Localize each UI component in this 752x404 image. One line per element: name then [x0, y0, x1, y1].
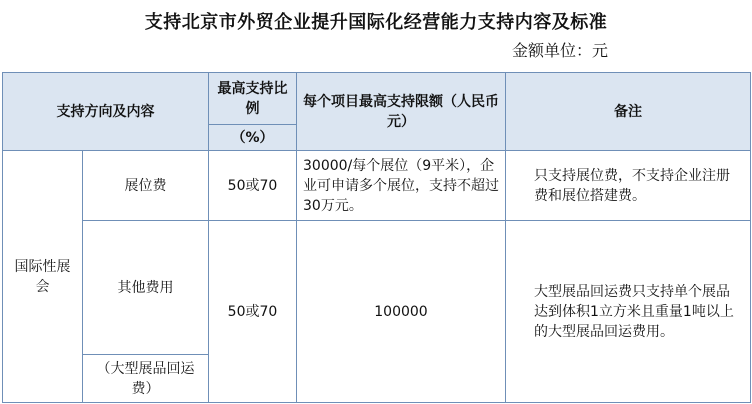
- limit-booth-fee: 30000/每个展位（9平米），企业可申请多个展位，支持不超过30万元。: [297, 151, 506, 221]
- currency-unit-note: 金额单位：元: [511, 41, 608, 60]
- limit-other-fees: 100000: [297, 221, 506, 403]
- header-limit: 每个项目最高支持限额（人民币元）: [297, 73, 506, 151]
- remark-other-fees: 大型展品回运费只支持单个展品达到体积1立方米且重量1吨以上的大型展品回运费用。: [506, 221, 751, 403]
- header-ratio: 最高支持比例: [209, 73, 297, 125]
- ratio-other-fees: 50或70: [209, 221, 297, 403]
- header-remark: 备注: [506, 73, 751, 151]
- header-ratio-unit: （%）: [209, 125, 297, 151]
- item-other-fees-subtitle: （大型展品回运费）: [83, 355, 209, 403]
- category-label: 国际性展会: [3, 151, 83, 403]
- header-direction: 支持方向及内容: [3, 73, 209, 151]
- support-standards-table: [2, 72, 751, 403]
- item-other-fees: 其他费用: [83, 221, 209, 355]
- item-booth-fee: 展位费: [83, 151, 209, 221]
- ratio-booth-fee: 50或70: [209, 151, 297, 221]
- document-title: 支持北京市外贸企业提升国际化经营能力支持内容及标准: [144, 12, 608, 33]
- remark-booth-fee: 只支持展位费，不支持企业注册费和展位搭建费。: [506, 151, 751, 221]
